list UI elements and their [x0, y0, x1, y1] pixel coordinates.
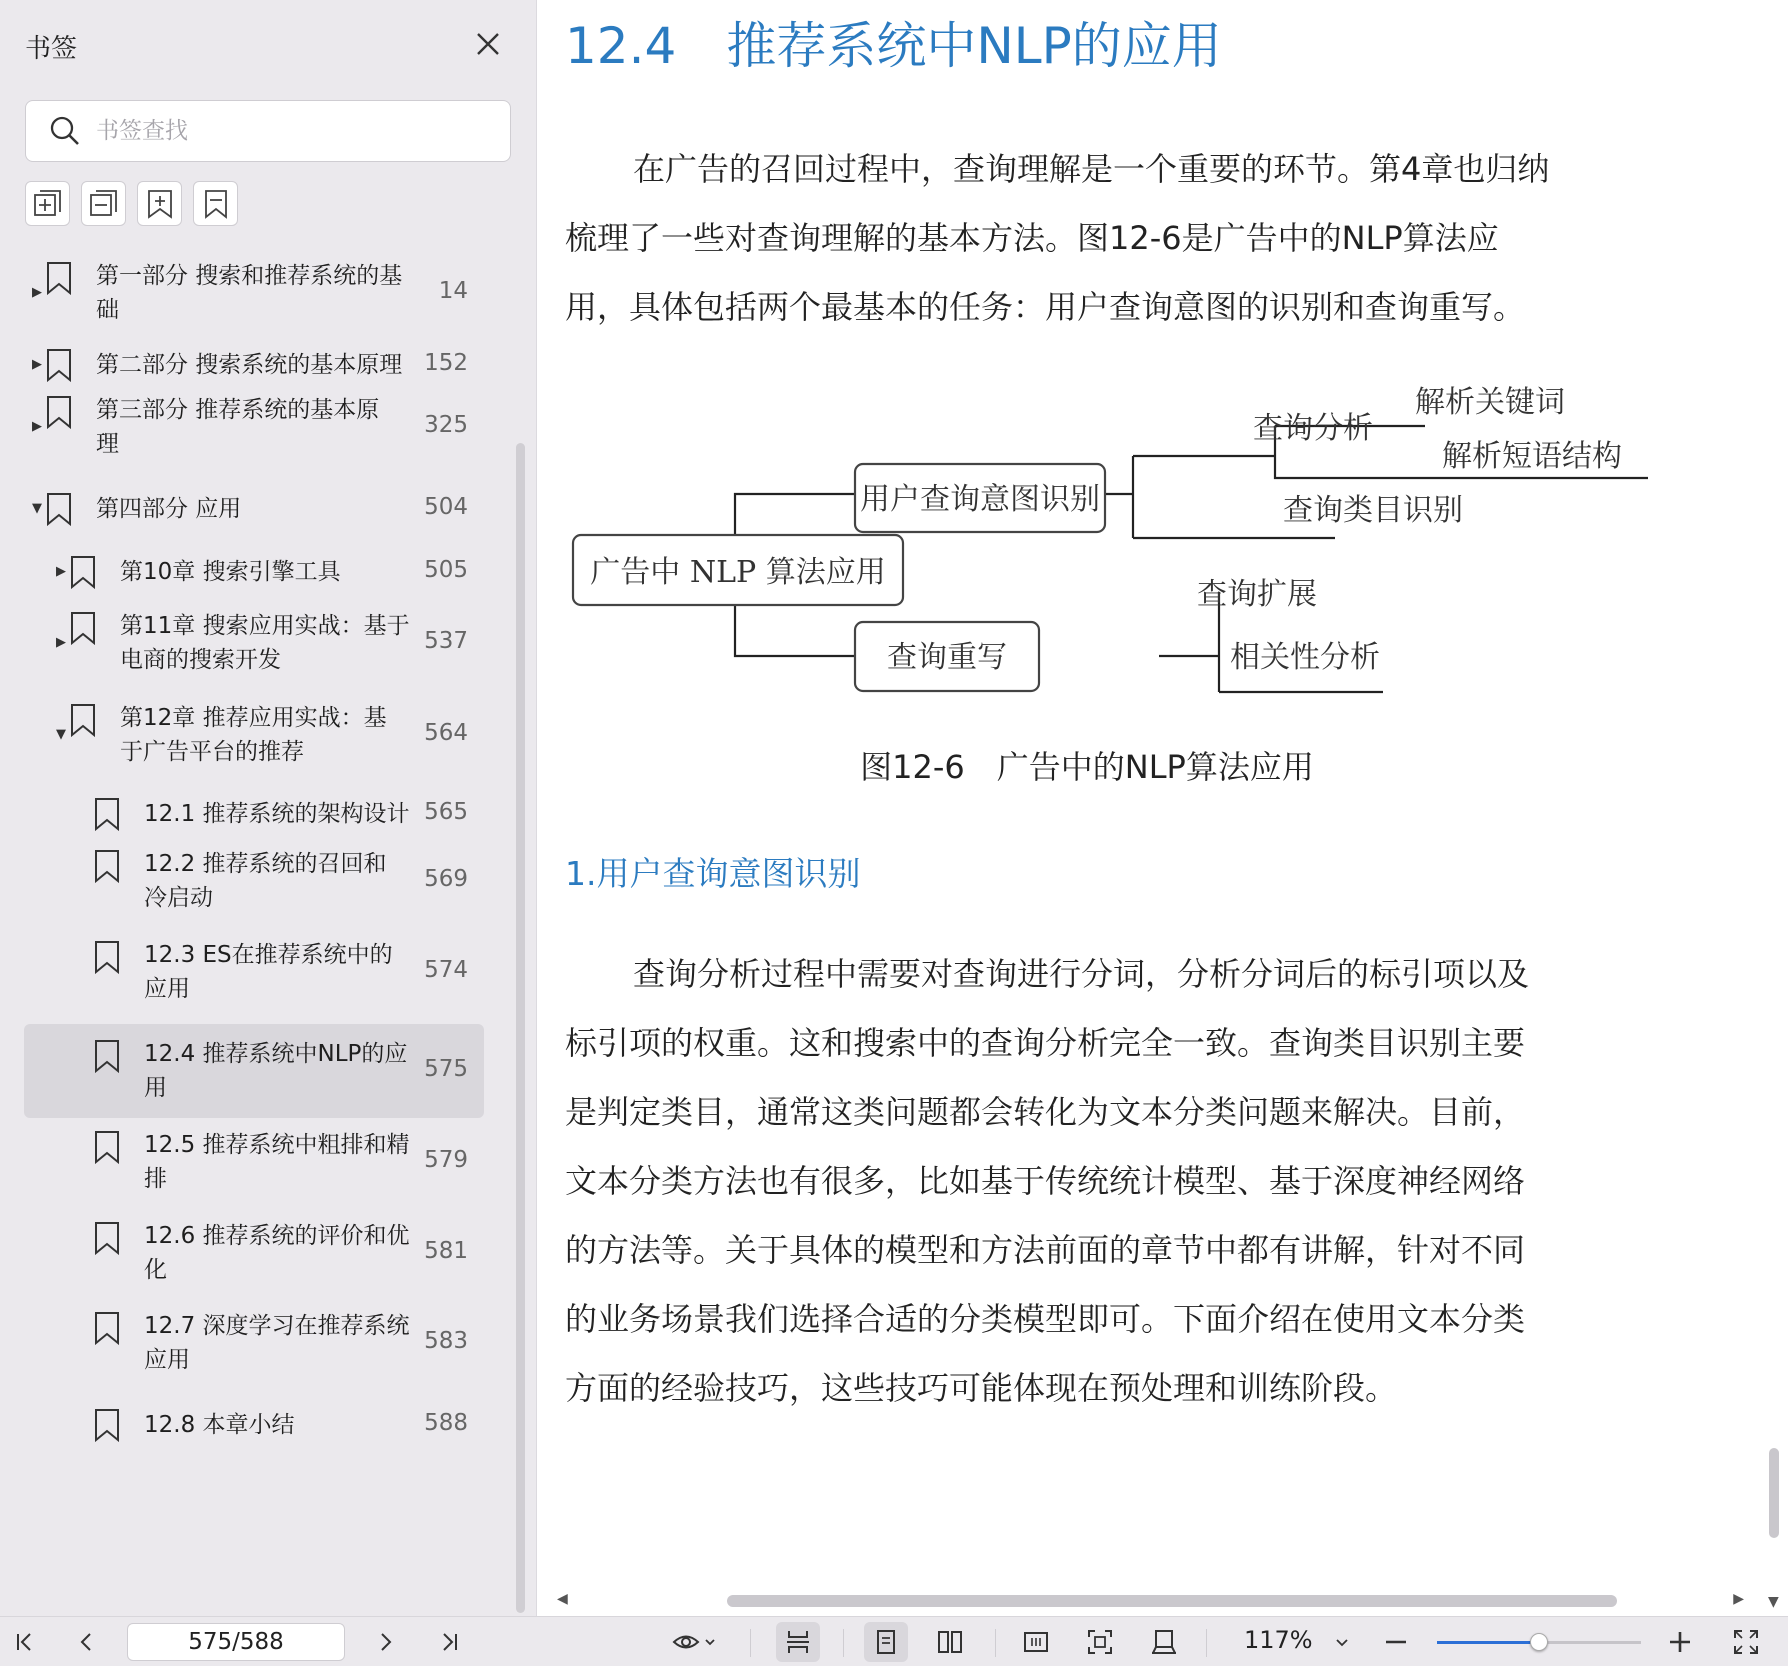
- bookmark-label-line: 12.1 推荐系统的架构设计: [144, 801, 410, 827]
- scroll-down-arrow-icon[interactable]: ▼: [1768, 1594, 1779, 1610]
- diagram-intent-label: 用户查询意图识别: [860, 482, 1100, 517]
- bookmark-icon: [70, 555, 96, 589]
- bookmark-page-number: 537: [424, 628, 468, 654]
- bookmark-icon: [94, 1130, 120, 1164]
- bookmark-label-line: 12.8 本章小结: [144, 1412, 295, 1438]
- bookmark-label: [96, 393, 379, 461]
- add-bookmark-icon: [144, 188, 176, 220]
- paragraph-line: 标引项的权重。这和搜索中的查询分析完全一致。查询类目识别主要: [565, 1024, 1526, 1062]
- bookmark-item[interactable]: [24, 1398, 484, 1452]
- bookmark-label: [144, 797, 410, 831]
- document-page: [537, 0, 1762, 1585]
- diagram-query-analysis: 查询分析: [1253, 411, 1373, 446]
- bookmark-icon: [94, 1221, 120, 1255]
- bookmark-page-number: 583: [424, 1328, 468, 1354]
- bookmark-icon: [94, 797, 120, 831]
- zoom-out-button[interactable]: [1376, 1622, 1416, 1662]
- caret-down-icon[interactable]: ▼: [32, 500, 42, 516]
- bookmark-label-line: 电商的搜索开发: [120, 647, 281, 673]
- bookmark-item[interactable]: [24, 843, 484, 919]
- bookmark-label: [144, 1408, 295, 1442]
- bottom-toolbar: [0, 1616, 1788, 1666]
- section-heading: [565, 6, 1222, 78]
- section-number: 12.4: [565, 17, 677, 75]
- zoom-slider[interactable]: [1437, 1641, 1641, 1644]
- toolbar-divider: [750, 1629, 751, 1657]
- paragraph-line: 的业务场景我们选择合适的分类模型即可。下面介绍在使用文本分类: [565, 1300, 1526, 1338]
- bookmark-label-line: 第二部分 搜索系统的基本原理: [96, 352, 403, 378]
- bookmark-label-line: 应用: [144, 976, 190, 1002]
- paragraph-intro: [565, 135, 1715, 342]
- collapse-all-icon: [88, 188, 120, 220]
- paragraph-line: 在广告的召回过程中，查询理解是一个重要的环节。第4章也归纳: [633, 150, 1550, 188]
- zoom-dropdown-button[interactable]: [1322, 1622, 1362, 1662]
- paragraph-line: 是判定类目，通常这类问题都会转化为文本分类问题来解决。目前，: [565, 1093, 1526, 1131]
- bookmark-label: [144, 1219, 410, 1287]
- minus-icon: [1381, 1627, 1411, 1657]
- last-page-button[interactable]: [430, 1622, 470, 1662]
- diagram-parse-keywords: 解析关键词: [1415, 385, 1565, 420]
- bookmark-label: [120, 701, 387, 769]
- eye-icon: [672, 1627, 716, 1657]
- bookmark-label-line: 第四部分 应用: [96, 496, 242, 522]
- fit-width-button[interactable]: [776, 1622, 820, 1662]
- next-page-button[interactable]: [366, 1622, 406, 1662]
- paragraph-line: 文本分类方法也有很多，比如基于传统统计模型、基于深度神经网络: [565, 1162, 1526, 1200]
- first-page-button[interactable]: [4, 1622, 44, 1662]
- caret-right-icon[interactable]: ▶: [32, 356, 42, 372]
- bookmark-label-line: 排: [144, 1166, 167, 1192]
- bookmark-toolbar: [25, 181, 238, 226]
- bookmark-search-input[interactable]: [96, 118, 476, 144]
- caret-right-icon[interactable]: ▶: [56, 634, 66, 650]
- diagram-relevance-analysis: 相关性分析: [1230, 640, 1380, 675]
- chevron-right-icon: [371, 1627, 401, 1657]
- paragraph-line: 用，具体包括两个最基本的任务：用户查询意图的识别和查询重写。: [565, 288, 1526, 326]
- paragraph-body: [565, 940, 1715, 1423]
- bookmark-page-number: 569: [424, 866, 468, 892]
- bookmark-icon: [46, 395, 72, 429]
- expand-all-button[interactable]: [25, 181, 70, 226]
- bookmark-label-line: 于广告平台的推荐: [120, 739, 304, 765]
- bookmark-page-number: 588: [424, 1410, 468, 1436]
- bookmark-page-number: 152: [424, 350, 468, 376]
- toolbar-divider: [843, 1629, 844, 1657]
- bookmark-label-line: 12.7 深度学习在推荐系统: [144, 1313, 410, 1339]
- zoom-slider-fill: [1437, 1641, 1539, 1644]
- bookmark-page-number: 504: [424, 494, 468, 520]
- scroll-left-arrow-icon[interactable]: ◀: [557, 1591, 568, 1607]
- scroll-right-arrow-icon[interactable]: ▶: [1733, 1591, 1744, 1607]
- bookmark-label: [144, 847, 387, 915]
- bookmark-label: [144, 1128, 410, 1196]
- caret-right-icon[interactable]: ▶: [56, 563, 66, 579]
- bookmark-label: [96, 259, 402, 327]
- bookmark-label: [144, 1309, 410, 1377]
- bookmark-label-line: 12.5 推荐系统中粗排和精: [144, 1132, 410, 1158]
- bookmark-icon: [46, 348, 72, 382]
- bookmark-icon: [94, 1311, 120, 1345]
- nlp-algorithm-diagram: [565, 370, 1665, 710]
- bookmark-icon: [94, 1408, 120, 1442]
- bookmark-item[interactable]: [24, 340, 484, 390]
- chevron-down-icon: [1327, 1627, 1357, 1657]
- two-page-button[interactable]: [928, 1622, 972, 1662]
- bookmark-icon: [94, 940, 120, 974]
- bookmark-label: [96, 492, 241, 526]
- bookmark-icon: [94, 849, 120, 883]
- bookmark-item[interactable]: [24, 1305, 484, 1381]
- bookmark-item[interactable]: [24, 1024, 484, 1118]
- bookmark-page-number: 574: [424, 957, 468, 983]
- paragraph-line: 的方法等。关于具体的模型和方法前面的章节中都有讲解，针对不同: [565, 1231, 1526, 1269]
- sidebar-title: 书签: [25, 34, 78, 64]
- bookmark-button[interactable]: [193, 181, 238, 226]
- expand-all-icon: [32, 188, 64, 220]
- bookmark-label-line: 理: [96, 431, 119, 457]
- bookmark-label-line: 12.6 推荐系统的评价和优: [144, 1223, 410, 1249]
- bookmark-label-line: 用: [144, 1075, 167, 1101]
- single-page-button[interactable]: [864, 1622, 908, 1662]
- bookmark-page-number: 575: [424, 1056, 468, 1082]
- bookmark-item[interactable]: [24, 256, 484, 330]
- subsection-heading: 1.用户查询意图识别: [565, 854, 861, 893]
- diagram-query-expansion: 查询扩展: [1197, 577, 1317, 612]
- bookmark-label-line: 12.4 推荐系统中NLP的应: [144, 1041, 408, 1067]
- toolbar-divider: [995, 1629, 996, 1657]
- first-page-icon: [9, 1627, 39, 1657]
- bookmark-page-number: 581: [424, 1238, 468, 1264]
- actual-size-button[interactable]: [1014, 1622, 1058, 1662]
- caret-right-icon[interactable]: ▶: [32, 418, 42, 434]
- bookmark-label-line: 础: [96, 297, 119, 323]
- bookmark-item[interactable]: [24, 482, 484, 536]
- page-layout-icon: [1149, 1627, 1179, 1657]
- close-icon: [470, 26, 506, 62]
- bookmark-icon: [70, 703, 96, 737]
- section-title: 推荐系统中NLP的应用: [726, 17, 1222, 75]
- fullscreen-icon: [1731, 1627, 1761, 1657]
- chevron-left-icon: [71, 1627, 101, 1657]
- zoom-slider-handle[interactable]: [1530, 1633, 1548, 1651]
- zoom-level-text[interactable]: 117%: [1244, 1626, 1313, 1654]
- toolbar-divider: [1206, 1629, 1207, 1657]
- plus-icon: [1665, 1627, 1695, 1657]
- bookmark-item[interactable]: [24, 605, 484, 681]
- close-sidebar-button[interactable]: [470, 26, 506, 62]
- vertical-scroll-thumb[interactable]: [1769, 1448, 1779, 1538]
- bookmark-label: [96, 348, 402, 382]
- actual-size-icon: [1021, 1627, 1051, 1657]
- bookmark-search-box[interactable]: [25, 100, 511, 162]
- bookmark-label: [144, 1037, 407, 1105]
- bookmark-item[interactable]: [24, 390, 484, 464]
- bookmark-label-line: 第一部分 搜索和推荐系统的基: [96, 263, 403, 289]
- bookmark-icon: [46, 492, 72, 526]
- paragraph-line: 梳理了一些对查询理解的基本方法。图12-6是广告中的NLP算法应: [565, 219, 1499, 257]
- bookmark-label-line: 化: [144, 1257, 167, 1283]
- horizontal-scroll-thumb[interactable]: [727, 1595, 1617, 1607]
- fullscreen-button[interactable]: [1726, 1622, 1766, 1662]
- bookmark-page-number: 14: [438, 278, 468, 304]
- bookmark-icon: [94, 1039, 120, 1073]
- diagram-category-recognition: 查询类目识别: [1283, 493, 1463, 528]
- bookmark-item[interactable]: [24, 545, 484, 599]
- paragraph-line: 查询分析过程中需要对查询进行分词，分析分词后的标引项以及: [633, 955, 1530, 993]
- collapse-all-button[interactable]: [81, 181, 126, 226]
- fit-page-icon: [1085, 1627, 1115, 1657]
- bookmark-item[interactable]: [24, 697, 484, 773]
- page-number-input[interactable]: 575/588: [127, 1623, 345, 1661]
- paragraph-line: 方面的经验技巧，这些技巧可能体现在预处理和训练阶段。: [565, 1369, 1398, 1407]
- previous-page-button[interactable]: [66, 1622, 106, 1662]
- fit-page-button[interactable]: [1078, 1622, 1122, 1662]
- bookmark-label-line: 第12章 推荐应用实战：基: [120, 705, 387, 731]
- bookmark-label: [120, 555, 341, 589]
- bookmark-page-number: 579: [424, 1147, 468, 1173]
- diagram-root-label: 广告中 NLP 算法应用: [590, 555, 886, 590]
- search-icon: [48, 114, 82, 148]
- caret-right-icon[interactable]: ▶: [32, 284, 42, 300]
- bookmark-page-number: 565: [424, 799, 468, 825]
- bookmark-item[interactable]: [24, 787, 484, 841]
- bookmark-item[interactable]: [24, 1215, 484, 1291]
- bookmark-label: [120, 609, 410, 677]
- last-page-icon: [435, 1627, 465, 1657]
- bookmark-label: [144, 938, 393, 1006]
- bookmark-icon: [200, 188, 232, 220]
- zoom-in-button[interactable]: [1660, 1622, 1700, 1662]
- sidebar-scrollbar[interactable]: [516, 443, 525, 1613]
- bookmark-icon: [46, 261, 72, 295]
- diagram-parse-phrase: 解析短语结构: [1442, 439, 1622, 474]
- rotate-page-button[interactable]: [1142, 1622, 1186, 1662]
- document-horizontal-scrollbar[interactable]: [537, 1585, 1762, 1616]
- bookmark-page-number: 505: [424, 557, 468, 583]
- add-bookmark-button[interactable]: [137, 181, 182, 226]
- diagram-rewrite-label: 查询重写: [887, 640, 1007, 675]
- fit-width-icon: [783, 1627, 813, 1657]
- bookmark-page-number: 564: [424, 720, 468, 746]
- bookmark-icon: [70, 611, 96, 645]
- bookmark-sidebar: [0, 0, 537, 1616]
- caret-down-icon[interactable]: ▼: [56, 726, 66, 742]
- bookmark-label-line: 第三部分 推荐系统的基本原: [96, 397, 380, 423]
- figure-caption: 图12-6 广告中的NLP算法应用: [860, 748, 1314, 786]
- bookmark-label-line: 冷启动: [144, 885, 213, 911]
- bookmark-label-line: 第11章 搜索应用实战：基于: [120, 613, 410, 639]
- bookmark-item[interactable]: [24, 1124, 484, 1200]
- bookmark-label-line: 12.3 ES在推荐系统中的: [144, 942, 393, 968]
- bookmark-item[interactable]: [24, 934, 484, 1010]
- bookmark-label-line: 12.2 推荐系统的召回和: [144, 851, 387, 877]
- two-page-icon: [935, 1627, 965, 1657]
- bookmark-label-line: 应用: [144, 1347, 190, 1373]
- bookmark-label-line: 第10章 搜索引擎工具: [120, 559, 341, 585]
- bookmark-page-number: 325: [424, 412, 468, 438]
- single-page-icon: [871, 1627, 901, 1657]
- view-mode-dropdown[interactable]: [664, 1622, 724, 1662]
- document-vertical-scrollbar[interactable]: [1762, 0, 1788, 1616]
